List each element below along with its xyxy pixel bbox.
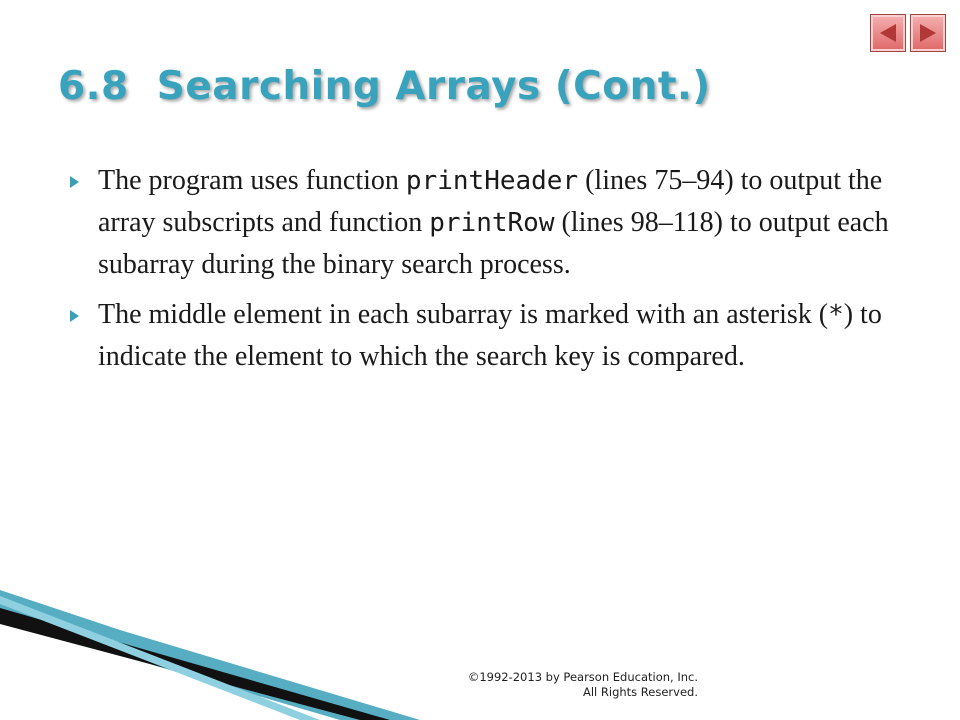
code-function-name: printRow: [429, 208, 555, 238]
triangle-left-icon: [878, 22, 898, 44]
code-asterisk: *: [828, 300, 844, 330]
bullet-text: (lines 98–118) to output each subarray during the binary search process.: [98, 207, 889, 280]
code-function-name: printHeader: [405, 166, 579, 196]
slide-navigation: [870, 14, 946, 52]
decorative-swoosh: [0, 590, 420, 720]
bullet-item: [70, 294, 900, 378]
bullet-arrow-icon: [70, 176, 79, 188]
slide-title: 6.8 Searching Arrays (Cont.): [58, 64, 711, 109]
bullet-text: The program uses function: [98, 165, 406, 196]
bullet-text: The middle element in each subarray is marked with an asterisk (: [98, 299, 829, 330]
bullet-text: (lines 75–94) to output the array subscripts and function: [98, 165, 883, 238]
slide-content: [70, 160, 900, 386]
previous-slide-button[interactable]: [870, 14, 906, 52]
bullet-text: ) to indicate the element to which the search key is compared.: [98, 299, 882, 372]
bullet-item: [70, 160, 900, 286]
copyright-notice: [468, 670, 698, 700]
rights-line: All Rights Reserved.: [582, 685, 698, 699]
bullet-arrow-icon: [70, 310, 79, 322]
triangle-right-icon: [918, 22, 938, 44]
next-slide-button[interactable]: [910, 14, 946, 52]
copyright-line: ©1992-2013 by Pearson Education, Inc.: [467, 670, 698, 684]
